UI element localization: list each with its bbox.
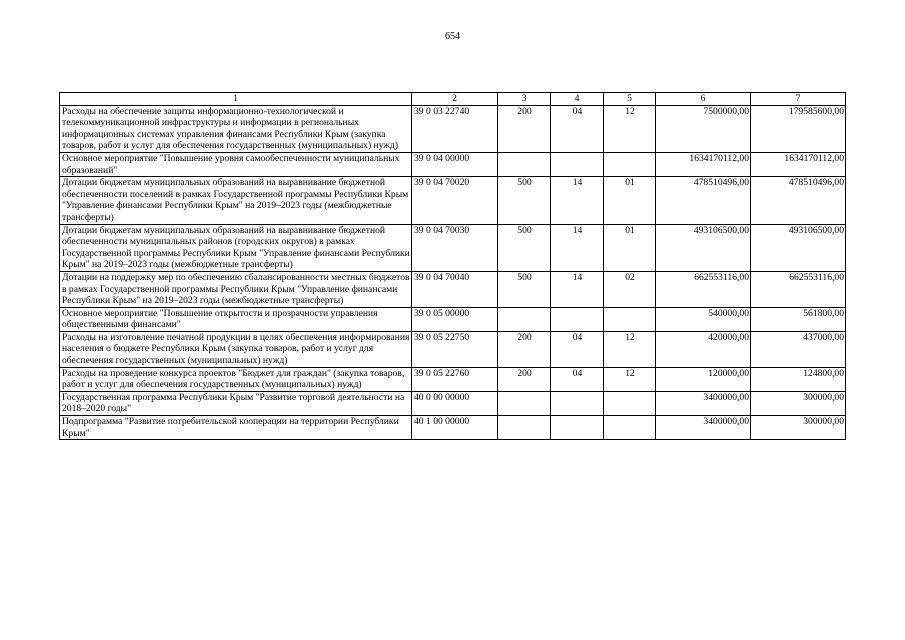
column-header: 6 bbox=[656, 93, 751, 106]
column-header: 7 bbox=[751, 93, 846, 106]
expense-type-code: 200 bbox=[498, 367, 551, 391]
expense-type-code bbox=[498, 152, 551, 176]
target-code: 39 0 04 70040 bbox=[412, 271, 498, 307]
table-row bbox=[60, 307, 846, 331]
table-row bbox=[60, 224, 846, 271]
amount-year-2: 1634170112,00 bbox=[751, 152, 846, 176]
subsection-code: 12 bbox=[604, 367, 656, 391]
target-code: 39 0 05 22760 bbox=[412, 367, 498, 391]
expense-name: Расходы на обеспечение защиты информационно-технологической и телекоммуникационной инфраструктуры и информации в региональных информационных системах управления финансами Республики Крым (закупка товаров, работ и услуг для обеспечения государственных (муниципальных) нужд) bbox=[60, 105, 412, 152]
subsection-code bbox=[604, 391, 656, 415]
amount-year-2: 300000,00 bbox=[751, 391, 846, 415]
amount-year-2: 478510496,00 bbox=[751, 177, 846, 224]
expense-type-code: 500 bbox=[498, 271, 551, 307]
section-code bbox=[551, 307, 604, 331]
expense-name: Расходы на проведение конкурса проектов "Бюджет для граждан" (закупка товаров, работ и услуг для обеспечения государственных (муниципальных) нужд) bbox=[60, 367, 412, 391]
amount-year-1: 493106500,00 bbox=[656, 224, 751, 271]
expense-type-code bbox=[498, 307, 551, 331]
expense-name: Основное мероприятие "Повышение уровня самообеспеченности муниципальных образований" bbox=[60, 152, 412, 176]
amount-year-1: 420000,00 bbox=[656, 331, 751, 367]
subsection-code bbox=[604, 307, 656, 331]
subsection-code: 01 bbox=[604, 177, 656, 224]
amount-year-2: 179585600,00 bbox=[751, 105, 846, 152]
table-row bbox=[60, 177, 846, 224]
subsection-code bbox=[604, 152, 656, 176]
column-header: 4 bbox=[551, 93, 604, 106]
expense-type-code: 200 bbox=[498, 105, 551, 152]
target-code: 39 0 05 00000 bbox=[412, 307, 498, 331]
amount-year-1: 662553116,00 bbox=[656, 271, 751, 307]
expense-name: Расходы на изготовление печатной продукции в целях обеспечения информирования населения о бюджете Республики Крым (закупка товаров, работ и услуг для обеспечения государственных (муниципальных) нужд) bbox=[60, 331, 412, 367]
target-code: 39 0 04 70030 bbox=[412, 224, 498, 271]
section-code: 04 bbox=[551, 331, 604, 367]
expense-type-code bbox=[498, 391, 551, 415]
amount-year-1: 1634170112,00 bbox=[656, 152, 751, 176]
column-header: 1 bbox=[60, 93, 412, 106]
section-code: 14 bbox=[551, 177, 604, 224]
target-code: 40 1 00 00000 bbox=[412, 416, 498, 440]
table-row bbox=[60, 105, 846, 152]
expense-name: Подпрограмма "Развитие потребительской кооперации на территории Республики Крым" bbox=[60, 416, 412, 440]
amount-year-2: 561800,00 bbox=[751, 307, 846, 331]
target-code: 40 0 00 00000 bbox=[412, 391, 498, 415]
expense-type-code: 500 bbox=[498, 177, 551, 224]
expense-type-code: 500 bbox=[498, 224, 551, 271]
section-code: 04 bbox=[551, 367, 604, 391]
column-header: 2 bbox=[412, 93, 498, 106]
subsection-code: 01 bbox=[604, 224, 656, 271]
subsection-code: 02 bbox=[604, 271, 656, 307]
expense-name: Дотации на поддержку мер по обеспечению сбалансированности местных бюджетов в рамках Государственной программы Республики Крым "Управление финансами Республики Крым" на 2019–2023 годы (межбюджетные трансферты) bbox=[60, 271, 412, 307]
target-code: 39 0 05 22750 bbox=[412, 331, 498, 367]
target-code: 39 0 04 70020 bbox=[412, 177, 498, 224]
amount-year-2: 124800,00 bbox=[751, 367, 846, 391]
amount-year-1: 120000,00 bbox=[656, 367, 751, 391]
amount-year-2: 437000,00 bbox=[751, 331, 846, 367]
column-number-row bbox=[60, 93, 846, 106]
section-code bbox=[551, 391, 604, 415]
table-row bbox=[60, 391, 846, 415]
target-code: 39 0 04 00000 bbox=[412, 152, 498, 176]
table-row bbox=[60, 416, 846, 440]
section-code bbox=[551, 152, 604, 176]
expense-name: Дотации бюджетам муниципальных образований на выравнивание бюджетной обеспеченности поселений в рамках Государственной программы Республики Крым "Управление финансами Республики Крым" на 2019–2023 годы (межбюджетные трансферты) bbox=[60, 177, 412, 224]
page-number: 654 bbox=[445, 31, 460, 42]
budget-table bbox=[59, 92, 846, 440]
expense-type-code bbox=[498, 416, 551, 440]
amount-year-1: 540000,00 bbox=[656, 307, 751, 331]
amount-year-1: 3400000,00 bbox=[656, 391, 751, 415]
section-code bbox=[551, 416, 604, 440]
expense-type-code: 200 bbox=[498, 331, 551, 367]
table-row bbox=[60, 271, 846, 307]
subsection-code: 12 bbox=[604, 331, 656, 367]
target-code: 39 0 03 22740 bbox=[412, 105, 498, 152]
column-header: 5 bbox=[604, 93, 656, 106]
subsection-code bbox=[604, 416, 656, 440]
expense-name: Основное мероприятие "Повышение открытости и прозрачности управления общественными финансами" bbox=[60, 307, 412, 331]
amount-year-2: 300000,00 bbox=[751, 416, 846, 440]
subsection-code: 12 bbox=[604, 105, 656, 152]
amount-year-1: 3400000,00 bbox=[656, 416, 751, 440]
table-row bbox=[60, 331, 846, 367]
amount-year-2: 662553116,00 bbox=[751, 271, 846, 307]
amount-year-1: 478510496,00 bbox=[656, 177, 751, 224]
section-code: 14 bbox=[551, 224, 604, 271]
amount-year-1: 7500000,00 bbox=[656, 105, 751, 152]
column-header: 3 bbox=[498, 93, 551, 106]
section-code: 04 bbox=[551, 105, 604, 152]
amount-year-2: 493106500,00 bbox=[751, 224, 846, 271]
expense-name: Государственная программа Республики Крым "Развитие торговой деятельности на 2018–2020 годы" bbox=[60, 391, 412, 415]
expense-name: Дотации бюджетам муниципальных образований на выравнивание бюджетной обеспеченности муниципальных районов (городских округов) в рамках Государственной программы Республики Крым "Управление финансами Республики Крым" на 2019–2023 годы (межбюджетные трансферты) bbox=[60, 224, 412, 271]
table-row bbox=[60, 367, 846, 391]
table-row bbox=[60, 152, 846, 176]
section-code: 14 bbox=[551, 271, 604, 307]
